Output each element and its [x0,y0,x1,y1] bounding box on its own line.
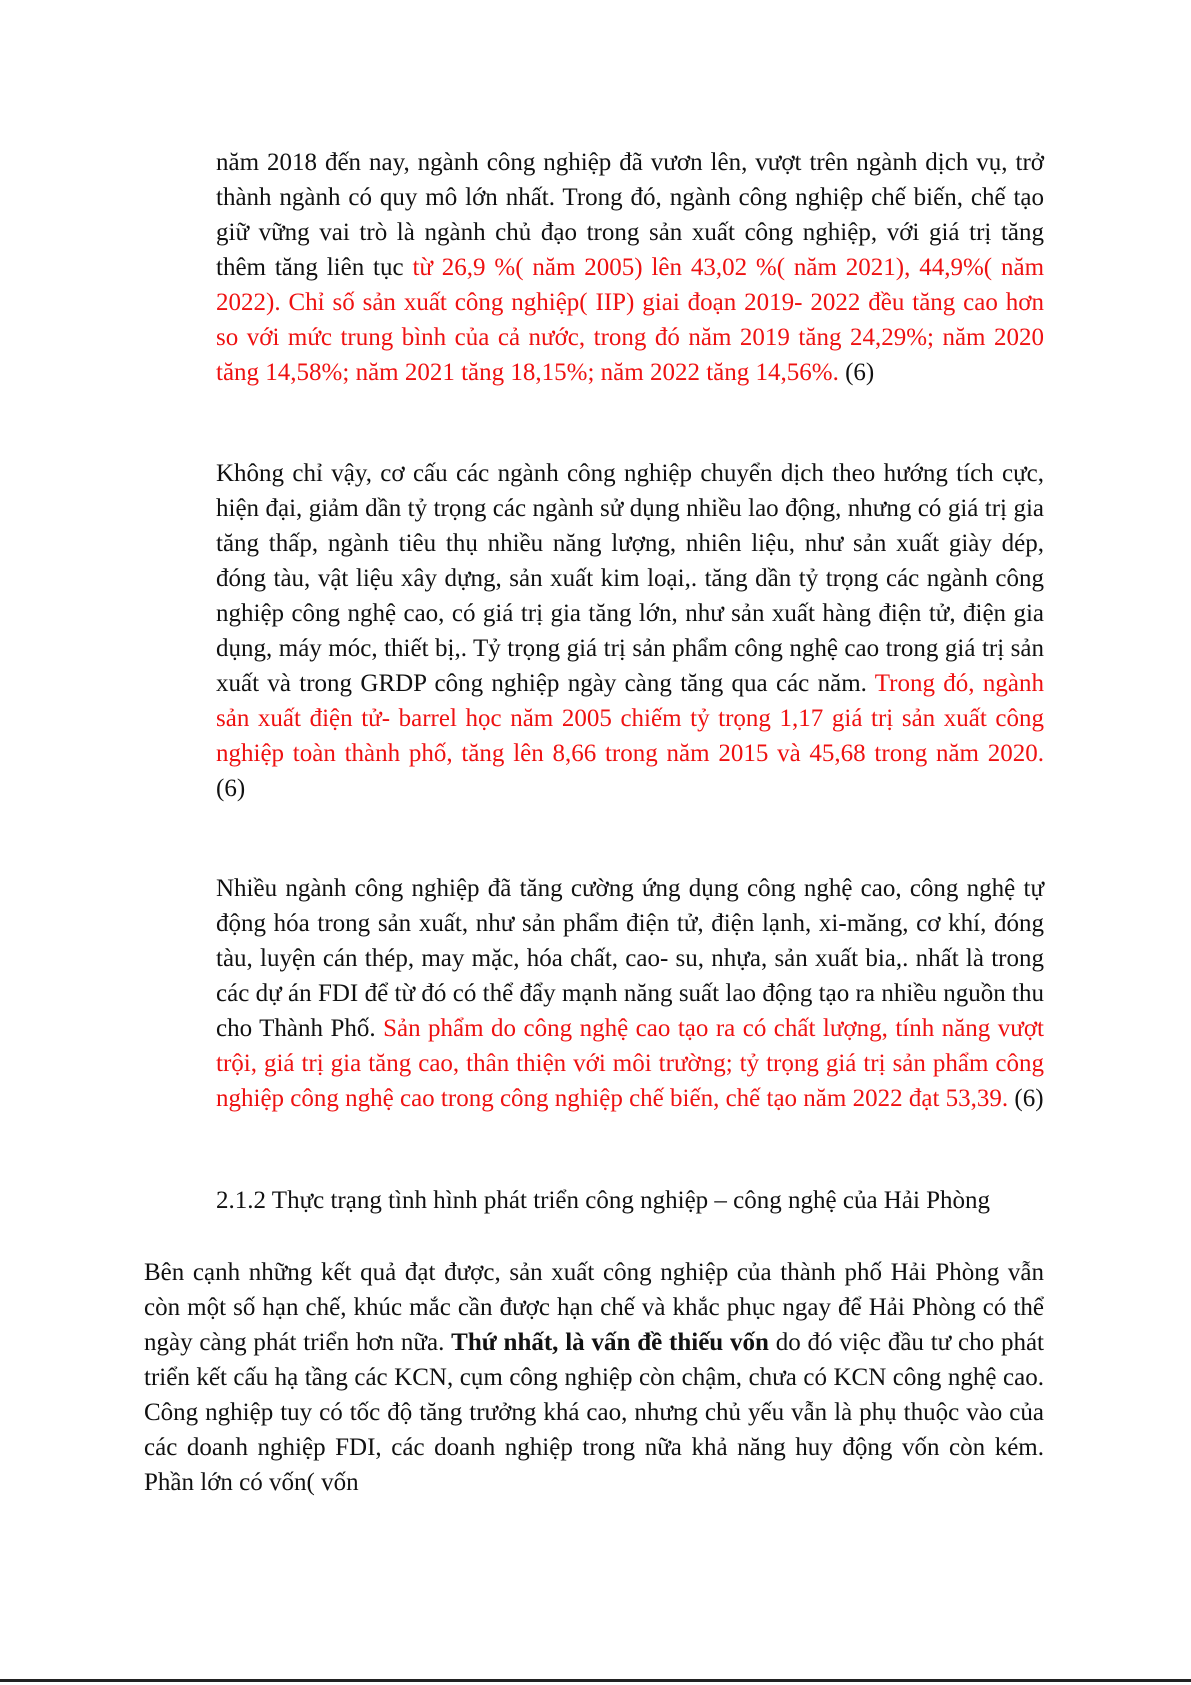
paragraph-text: Bên cạnh những kết quả đạt được, sản xuất công nghiệp của thành phố Hải Phòng vẫn còn một số hạn chế, khúc mắc cần được hạn chế và khắc phục ngay để Hải Phòng có thể ngày càng phát triển hơn nữa. [144,1259,1044,1356]
section-heading: 2.1.2 Thực trạng tình hình phát triển công nghiệp – công nghệ của Hải Phòng [216,1187,991,1214]
paragraph-text: năm 2018 đến nay, ngành công nghiệp đã vươn lên, vượt trên ngành dịch vụ, trở thành ngành có quy mô lớn nhất. Trong đó, ngành công nghiệp chế biến, chế tạo giữ vững vai trò là ngành chủ đạo trong sản xuất công nghiệp, với giá trị tăng thêm tăng liên tục [216,149,1044,281]
paragraph-text: do đó việc đầu tư cho phát triển kết cấu hạ tầng các KCN, cụm công nghiệp còn chậm, chưa có KCN công nghệ cao. Công nghiệp tuy có tốc độ tăng trưởng khá cao, nhưng chủ yếu vẫn là phụ thuộc vào của các doanh nghiệp FDI, các doanh nghiệp trong nữa khả năng huy động vốn còn kém. Phần lớn có vốn( vốn [144,1329,1044,1496]
citation-reference: (6) [838,359,875,386]
highlighted-statistics: Sản phẩm do công nghệ cao tạo ra có chất lượng, tính năng vượt trội, giá trị gia tăng cao, thân thiện với môi trường; tỷ trọng giá trị sản phẩm công nghiệp công nghệ cao trong công nghiệp chế biến, chế tạo năm 2022 đạt 53,39. [216,1015,1044,1112]
paragraph-text: Nhiều ngành công nghiệp đã tăng cường ứng dụng công nghệ cao, công nghệ tự động hóa trong sản xuất, như sản phẩm điện tử, điện lạnh, xi-măng, cơ khí, đóng tàu, luyện cán thép, may mặc, hóa chất, cao- su, nhựa, sản xuất bia,. nhất là trong các dự án FDI để từ đó có thể đẩy mạnh năng suất lao động tạo ra nhiều nguồn thu cho Thành Phố. [216,875,1044,1042]
paragraph-industry-growth [216,145,1044,390]
bold-emphasis: Thứ nhất, là vấn đề thiếu vốn [451,1329,769,1356]
paragraph-text: Không chỉ vậy, cơ cấu các ngành công nghiệp chuyển dịch theo hướng tích cực, hiện đại, giảm dần tỷ trọng các ngành sử dụng nhiều lao động, nhưng có giá trị gia tăng thấp, ngành tiêu thụ nhiều năng lượng, nhiên liệu, như sản xuất giày dép, đóng tàu, vật liệu xây dựng, sản xuất kim loại,. tăng dần tỷ trọng các ngành công nghiệp công nghệ cao, có giá trị gia tăng lớn, như sản xuất hàng điện tử, điện gia dụng, máy móc, thiết bị,. Tỷ trọng giá trị sản phẩm công nghệ cao trong giá trị sản xuất và trong GRDP công nghiệp ngày càng tăng qua các năm. [216,460,1044,697]
citation-reference: (6) [1008,1085,1044,1112]
paragraph-high-tech [216,871,1044,1116]
highlighted-statistics: Trong đó, ngành sản xuất điện tử- barrel học năm 2005 chiếm tỷ trọng 1,17 giá trị sản xuất công nghiệp toàn thành phố, tăng lên 8,66 trong năm 2015 và 45,68 trong năm 2020. [216,670,1044,767]
paragraph-limitations [144,1255,1044,1500]
paragraph-industry-structure [216,456,1044,806]
citation-reference: (6) [216,775,246,802]
page-bottom-rule [0,1679,1191,1682]
highlighted-statistics: từ 26,9 %( năm 2005) lên 43,02 %( năm 2021), 44,9%( năm 2022). Chỉ số sản xuất công nghiệp( IIP) giai đoạn 2019- 2022 đều tăng cao hơn so với mức trung bình của cả nước, trong đó năm 2019 tăng 24,29%; năm 2020 tăng 14,58%; năm 2021 tăng 18,15%; năm 2022 tăng 14,56%. [216,254,1045,386]
